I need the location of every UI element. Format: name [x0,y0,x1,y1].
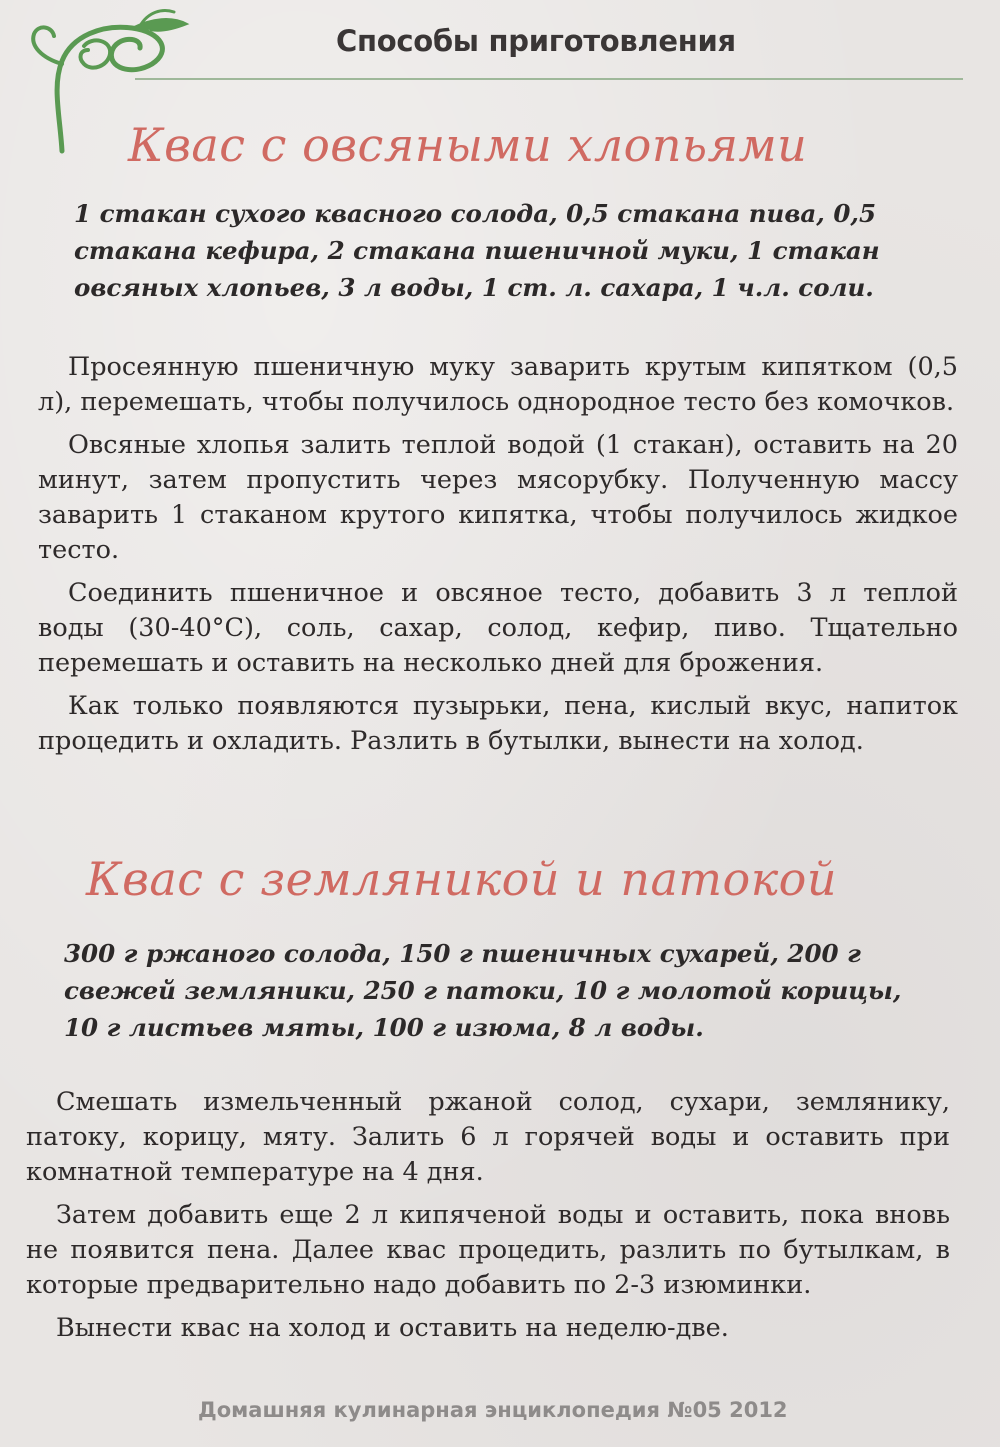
source-caption: Домашняя кулинарная энциклопедия №05 2012 [198,1398,788,1422]
ingredients-list: 300 г ржаного солода, 150 г пшеничных сухарей, 200 г свежей земляники, 250 г патоки, 10 г молотой корицы, 10 г листьев мяты, 100 г изюма, 8 л воды. [64,939,902,1042]
section-title: Способы приготовления [336,24,736,58]
instruction-paragraph: Смешать измельченный ржаной солод, сухари, землянику, патоку, корицу, мяту. Залить 6 л горячей воды и оставить при комнатной температуре на 4 дня. [26,1087,950,1187]
instruction-paragraph: Овсяные хлопья залить теплой водой (1 стакан), оставить на 20 минут, затем пропустить через мясорубку. Полученную массу заварить 1 стаканом крутого кипятка, чтобы получилось жидкое тесто. [38,430,958,565]
instruction-paragraph: Вынести квас на холод и оставить на неделю-две. [56,1313,729,1343]
instruction-paragraph: Просеянную пшеничную муку заварить крутым кипятком (0,5 л), перемешать, чтобы получилось однородное тесто без комочков. [38,352,958,417]
recipe-title: Квас с овсяными хлопьями [128,118,808,172]
instruction-paragraph: Соединить пшеничное и овсяное тесто, добавить 3 л теплой воды (30-40°С), соль, сахар, солод, кефир, пиво. Тщательно перемешать и оставить на несколько дней для брожения. [38,578,958,678]
header-divider [135,78,963,80]
instruction-paragraph: Затем добавить еще 2 л кипяченой воды и оставить, пока вновь не появится пена. Далее квас процедить, разлить по бутылкам, в которые предварительно надо добавить по 2-3 изюминки. [26,1200,950,1300]
ingredients-list: 1 стакан сухого квасного солода, 0,5 стакана пива, 0,5 стакана кефира, 2 стакана пшеничной муки, 1 стакан овсяных хлопьев, 3 л воды, 1 ст. л. сахара, 1 ч.л. соли. [74,199,880,302]
recipe-title: Квас с земляникой и патокой [86,852,838,906]
instruction-paragraph: Как только появляются пузырьки, пена, кислый вкус, напиток процедить и охладить. Разлить в бутылки, вынести на холод. [38,691,958,756]
recipe-instructions [38,350,958,767]
recipe-instructions [26,1085,950,1354]
